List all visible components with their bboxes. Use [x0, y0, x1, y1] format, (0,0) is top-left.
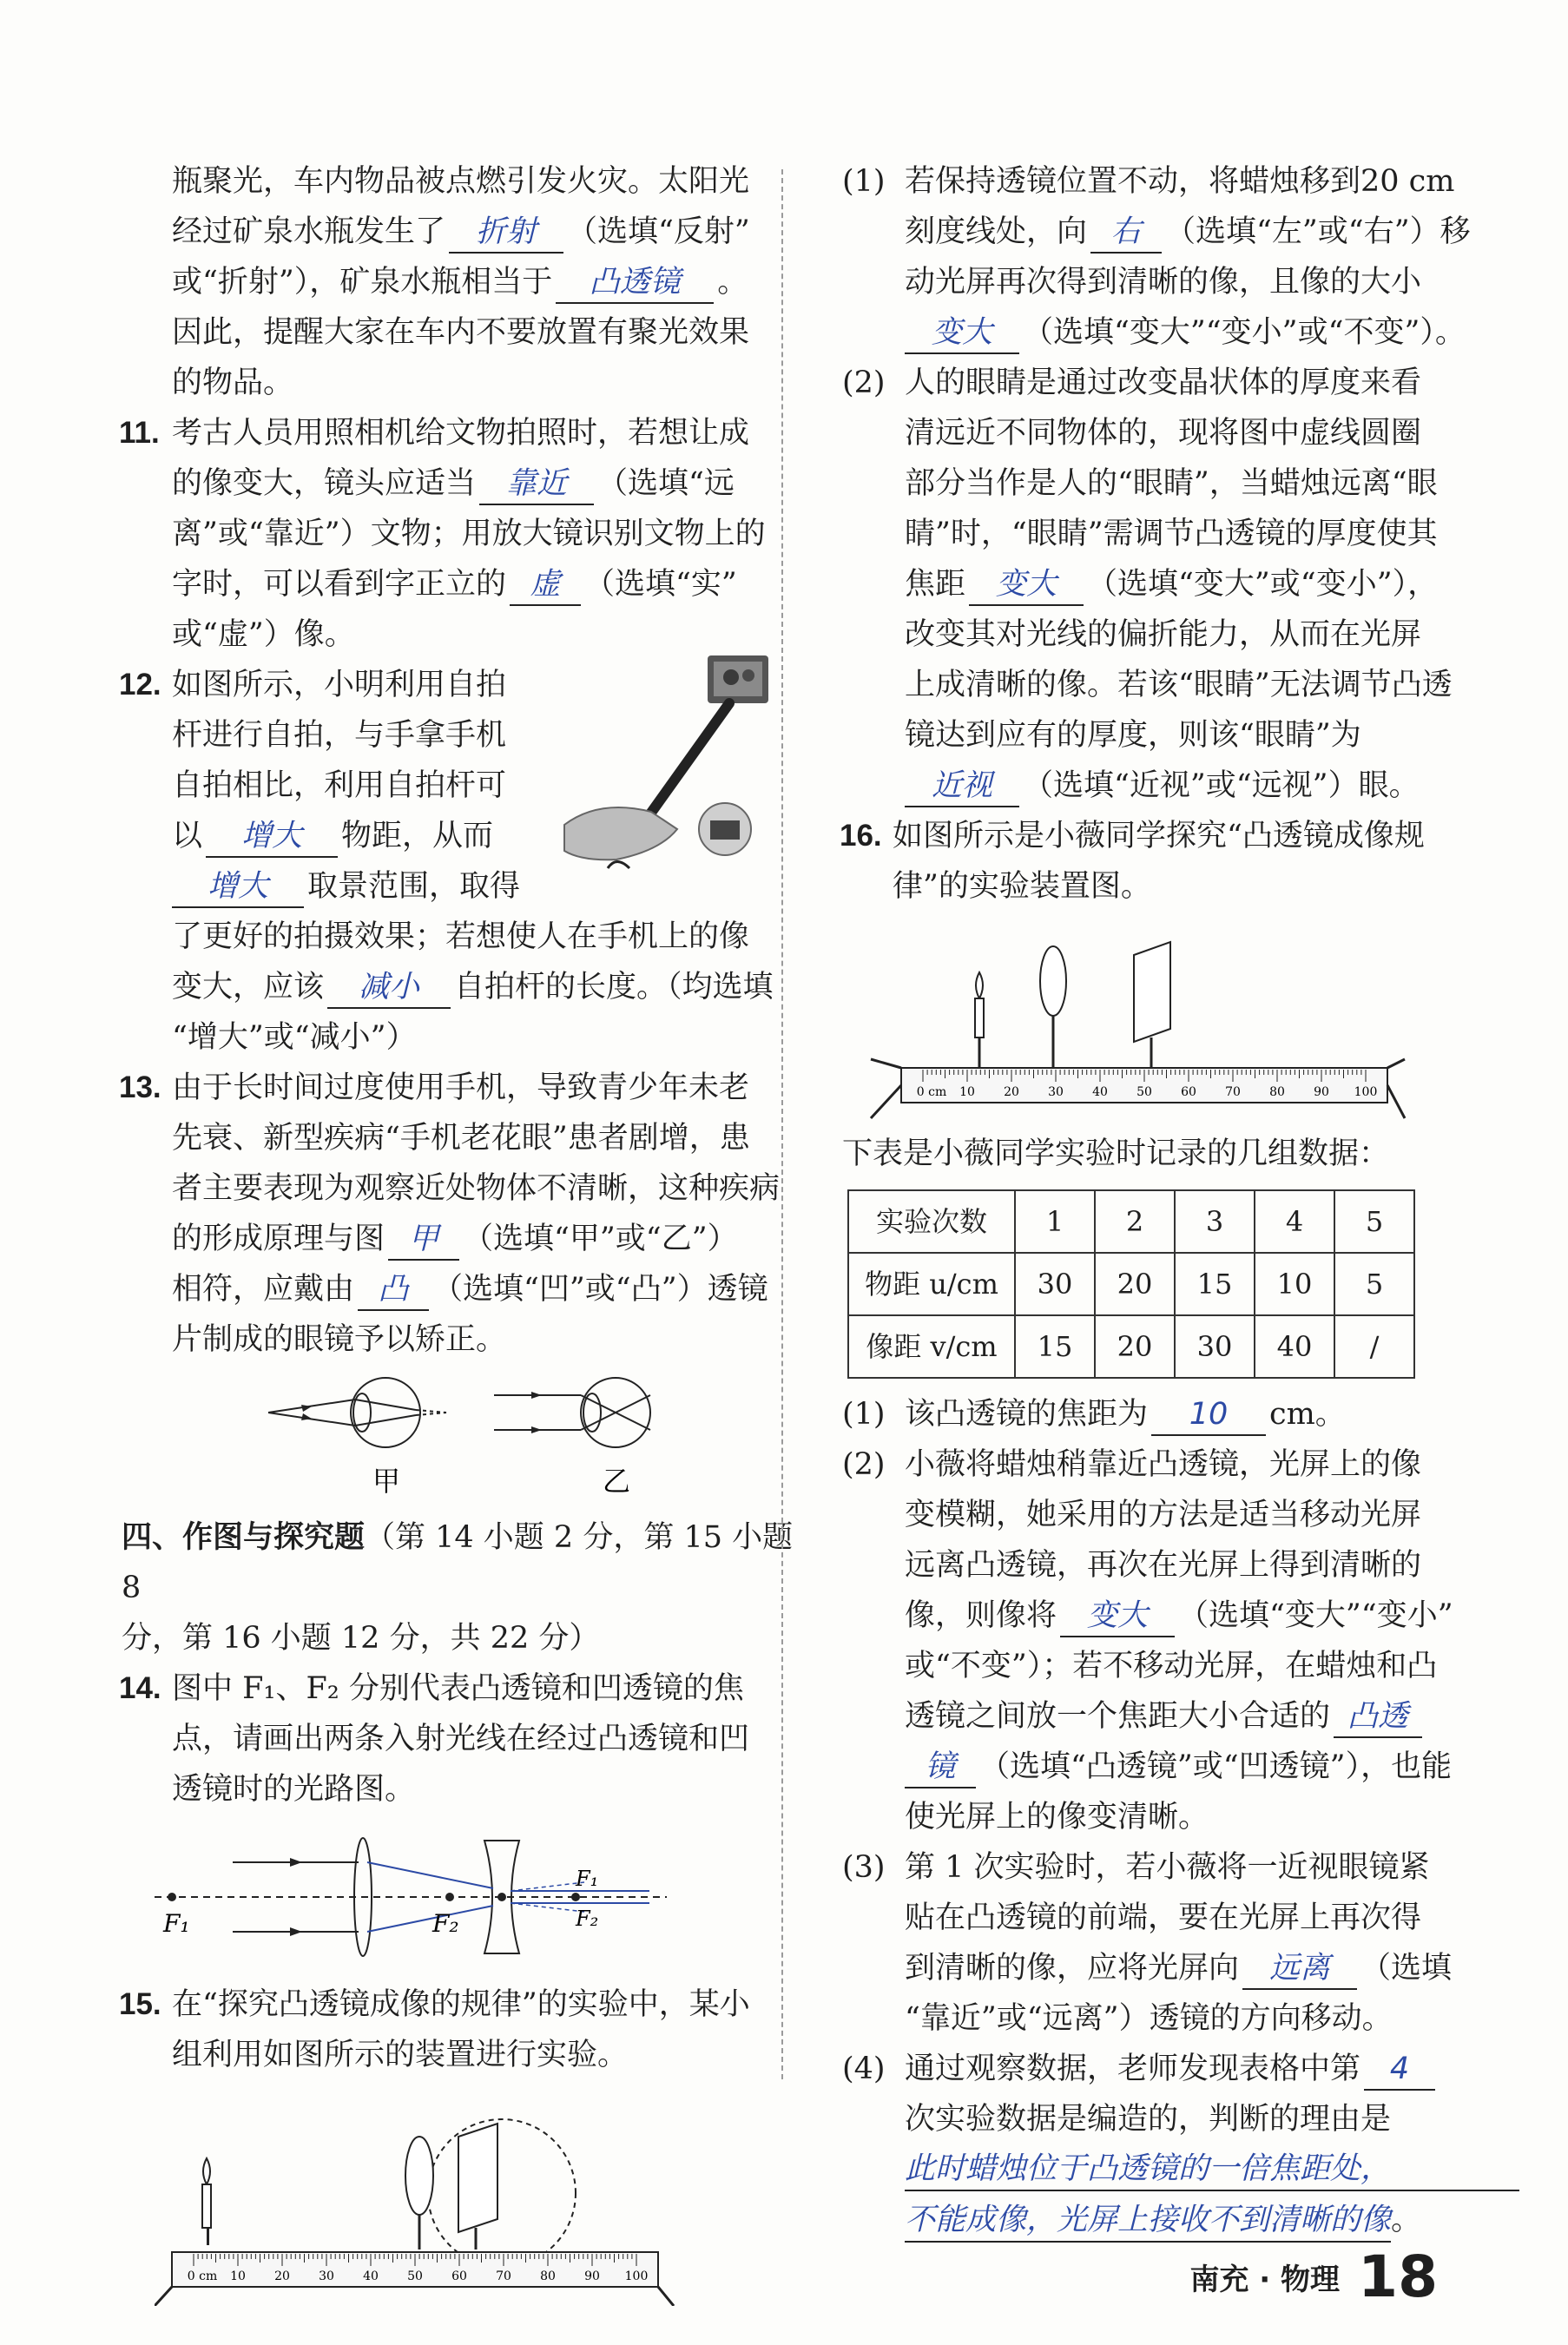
data-table	[847, 1189, 1415, 1379]
ruler-label: 60	[451, 2269, 467, 2283]
ruler-label: 70	[496, 2269, 511, 2283]
table-cell: 物距 u/cm	[848, 1253, 1015, 1315]
table-row	[848, 1315, 1414, 1378]
table-cell: 30	[1175, 1315, 1255, 1378]
ruler-label: 40	[1092, 1085, 1108, 1099]
question-number: 12.	[119, 668, 161, 702]
answer-reason-line-2[interactable]: 不能成像，光屏上接收不到清晰的像	[905, 2199, 1391, 2243]
ruler-label: 0 cm	[916, 1085, 947, 1099]
question-13: 13. 由于长时间过度使用手机，导致青少年未老 先衰、新型疾病“手机老花眼”患者剧增，患 者主要表现为观察近处物体不清晰，这种疾病 的形成原理与图 甲 （选填“甲”或“乙”） 相符，应戴由 凸 （选填“凹”或“凸”）透镜 片制成的眼镜予以矫正。 甲 乙	[122, 1063, 799, 1504]
q16-part-4: (4) 通过观察数据，老师发现表格中第 4 次实验数据是编造的，判断的理由是 此时蜡烛位于凸透镜的一倍焦距处， 不能成像，光屏上接收不到清晰的像。	[842, 2044, 1519, 2246]
fig-label-a: 甲	[372, 1465, 401, 1498]
table-cell: 20	[1095, 1253, 1175, 1315]
ruler-label: 20	[1004, 1085, 1019, 1099]
f2-label-right: F₂	[576, 1907, 599, 1931]
question-number: 11.	[119, 416, 160, 450]
answer-blank[interactable]: 虚	[510, 564, 581, 606]
q15-part-2: (2) 人的眼睛是通过改变晶状体的厚度来看 清远近不同物体的，现将图中虚线圆圈 部分当作是人的“眼睛”，当蜡烛远离“眼 睛”时，“眼睛”需调节凸透镜的厚度使其 焦距 变大 （选填“变大”或“变小”）， 改变其对光线的偏折能力，从而在光屏 上成清晰的像。若该“眼睛”无法调节凸透 镜达到应有的厚度，则该“眼睛”为 近视 （选填“近视”或“远视”）眼。	[842, 358, 1519, 811]
page-footer	[1189, 2243, 1438, 2310]
table-cell: 40	[1255, 1315, 1334, 1378]
eye-diagrams	[260, 1373, 711, 1504]
question-11: 11. 考古人员用照相机给文物拍照时，若想让成 的像变大，镜头应适当 靠近 （选填“远 离”或“靠近”）文物；用放大镜识别文物上的 字时，可以看到字正立的 虚 （选填“实” 或“虚”）像。	[122, 408, 799, 660]
question-15: 15. 在“探究凸透镜成像的规律”的实验中，某小 组利用如图所示的装置进行实验。 0 cm 10 20 30 40 50 60 70 80 90 100	[122, 1979, 799, 2306]
answer-blank[interactable]: 凸	[358, 1269, 429, 1311]
table-row	[848, 1253, 1414, 1315]
answer-blank[interactable]: 靠近	[479, 464, 594, 505]
table-cell: 5	[1334, 1190, 1414, 1253]
answer-blank[interactable]: 右	[1090, 212, 1162, 254]
table-cell: /	[1334, 1315, 1414, 1378]
ruler-label: 100	[624, 2269, 649, 2283]
f2-label-left: F₂	[432, 1909, 459, 1938]
answer-blank[interactable]: 增大	[172, 866, 304, 908]
fig-label-b: 乙	[603, 1465, 631, 1498]
eye-diagram-a	[268, 1378, 446, 1447]
question-number: 16.	[840, 819, 882, 853]
answer-blank[interactable]: 近视	[905, 766, 1019, 807]
page-number: 18	[1358, 2243, 1438, 2310]
table-cell: 10	[1255, 1253, 1334, 1315]
answer-blank[interactable]: 变大	[969, 564, 1084, 606]
q16-part-2: (2) 小薇将蜡烛稍靠近凸透镜，光屏上的像 变模糊，她采用的方法是适当移动光屏 远离凸透镜，再次在光屏上得到清晰的 像，则像将 变大 （选填“变大”“变小” 或“不变”）；若不移动光屏，在蜡烛和凸 透镜之间放一个焦距大小合适的 凸透 镜 （选填“凸透镜”或“凹透镜”），也能 使光屏上的像变清晰。	[842, 1447, 1453, 1835]
answer-blank[interactable]: 凸透镜	[556, 262, 714, 304]
q15-part-1: (1) 若保持透镜位置不动，将蜡烛移到20 cm 刻度线处，向 右 （选填“左”或“右”）移 动光屏再次得到清晰的像，且像的大小 变大 （选填“变大”“变小”或“不变”）。	[842, 156, 1519, 358]
q10-continuation: 瓶聚光，车内物品被点燃引发火灾。太阳光 经过矿泉水瓶发生了 折射 （选填“反射” 或“折射”），矿泉水瓶相当于 凸透镜 。 因此，提醒大家在车内不要放置有聚光效果 的物品。	[172, 164, 750, 400]
ruler-label: 50	[1136, 1085, 1152, 1099]
ruler-label: 100	[1354, 1085, 1378, 1099]
left-column	[119, 156, 799, 2315]
q16-part-3: (3) 第 1 次实验时，若小薇将一近视眼镜紧 贴在凸透镜的前端，要在光屏上再次得 到清晰的像，应将光屏向 远离 （选填 “靠近”或“远离”）透镜的方向移动。	[842, 1850, 1453, 2036]
table-cell: 实验次数	[848, 1190, 1015, 1253]
ruler-label: 10	[959, 1085, 975, 1099]
region-subject: 南充 · 物理	[1189, 2263, 1341, 2297]
answer-blank[interactable]: 减小	[327, 967, 451, 1009]
answer-reason-line-1[interactable]: 此时蜡烛位于凸透镜的一倍焦距处，	[905, 2148, 1519, 2191]
ruler-label: 80	[540, 2269, 556, 2283]
ruler-label: 20	[274, 2269, 290, 2283]
f1-label-left: F₁	[163, 1909, 190, 1938]
answer-blank[interactable]: 甲	[388, 1219, 459, 1261]
ruler-label: 30	[1048, 1085, 1064, 1099]
ruler-label: 0 cm	[187, 2269, 218, 2283]
column-divider	[781, 169, 783, 2079]
answer-blank[interactable]: 镜	[905, 1747, 976, 1788]
q16-part-1: (1) 该凸透镜的焦距为 10 cm。	[842, 1389, 1519, 1439]
ruler-label: 60	[1181, 1085, 1196, 1099]
ruler-label: 70	[1225, 1085, 1241, 1099]
eye-diagram-b	[494, 1378, 650, 1447]
table-cell: 1	[1015, 1190, 1095, 1253]
table-cell: 2	[1095, 1190, 1175, 1253]
table-cell: 5	[1334, 1253, 1414, 1315]
question-14: 14. 图中 F₁、F₂ 分别代表凸透镜和凹透镜的焦 点，请画出两条入射光线在经过凸透镜和凹 透镜时的光路图。 F₁ F₂ F₁ F₂	[122, 1663, 799, 1971]
lens-ray-diagram	[146, 1823, 702, 1971]
table-cell: 像距 v/cm	[848, 1315, 1015, 1378]
ruler-label: 40	[363, 2269, 379, 2283]
answer-blank[interactable]: 折射	[449, 212, 563, 254]
answer-blank[interactable]: 变大	[1060, 1596, 1175, 1637]
question-16: 16. 如图所示是小薇同学探究“凸透镜成像规 律”的实验装置图。 0 cm 10 20 30 40 50 60 70 80 90 100 下表是小薇同学实验时记录的几组数据： 实验次数 1 2 3 4 5 物距 u/cm 30 20 15 10 5 像距 v/cm 15 20 30 40 /	[842, 811, 1519, 1379]
question-12: 12. 如图所示，小明利用自拍 杆进行自拍，与手拿手机 自拍相比，利用自拍杆可 以 增大 物距，从而 增大 取景范围，取得 了更好的拍摄效果；若想使人在手机上的像 变大，应该 减小 自拍杆的长度。（均选填 “增大”或“减小”）	[122, 660, 799, 1063]
table-cell: 15	[1175, 1253, 1255, 1315]
table-cell: 4	[1255, 1190, 1334, 1253]
table-cell: 30	[1015, 1253, 1095, 1315]
right-column	[842, 156, 1519, 2246]
optical-bench-15	[155, 2089, 675, 2306]
answer-blank[interactable]: 远离	[1242, 1948, 1357, 1990]
ruler-label: 10	[230, 2269, 246, 2283]
answer-blank[interactable]: 10	[1151, 1394, 1266, 1436]
table-row	[848, 1190, 1414, 1253]
answer-blank[interactable]: 4	[1364, 2049, 1435, 2091]
selfie-stick-photo	[547, 651, 781, 873]
answer-blank[interactable]: 增大	[206, 816, 338, 858]
table-cell: 3	[1175, 1190, 1255, 1253]
question-number: 14.	[119, 1671, 161, 1705]
f1-label-right: F₁	[576, 1867, 599, 1891]
question-number: 15.	[119, 1987, 161, 2021]
section-4-heading: 四、作图与探究题（第 14 小题 2 分，第 15 小题 8 分，第 16 小题 12 分，共 22 分）	[122, 1520, 794, 1656]
optical-bench-16	[858, 920, 1413, 1120]
ruler-label: 50	[407, 2269, 423, 2283]
ruler-label: 90	[1314, 1085, 1329, 1099]
question-number: 13.	[119, 1070, 161, 1104]
table-cell: 15	[1015, 1315, 1095, 1378]
ruler-label: 90	[584, 2269, 600, 2283]
table-cell: 20	[1095, 1315, 1175, 1378]
ruler-label: 30	[319, 2269, 334, 2283]
answer-blank[interactable]: 变大	[905, 313, 1019, 354]
ruler-label: 80	[1269, 1085, 1285, 1099]
answer-blank[interactable]: 凸透	[1334, 1696, 1422, 1738]
